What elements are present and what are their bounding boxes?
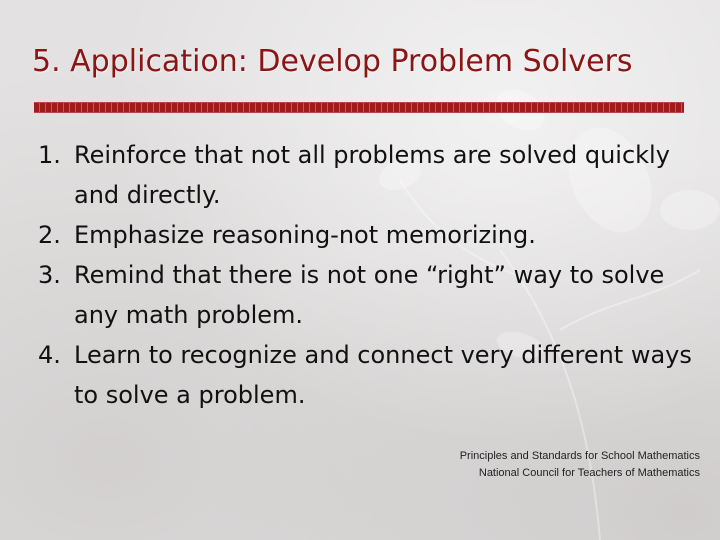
list-item (38, 335, 698, 415)
slide-title: 5. Application: Develop Problem Solvers (32, 44, 633, 79)
list-number: 4. (38, 341, 61, 369)
point-list (38, 135, 698, 415)
list-item (38, 135, 698, 215)
source-citation (460, 448, 700, 482)
list-text: Learn to recognize and connect very different ways to solve a problem. (74, 341, 692, 409)
list-number: 2. (38, 221, 61, 249)
list-item (38, 255, 698, 335)
list-number: 3. (38, 261, 61, 289)
source-line-1: Principles and Standards for School Mathematics (459, 450, 700, 462)
list-text: Emphasize reasoning-not memorizing. (74, 221, 536, 249)
title-divider (34, 102, 684, 113)
source-line-2: National Council for Teachers of Mathematics (478, 467, 700, 479)
list-text: Reinforce that not all problems are solved quickly and directly. (74, 141, 670, 209)
list-item (38, 215, 698, 255)
list-text: Remind that there is not one “right” way to solve any math problem. (74, 261, 665, 329)
list-number: 1. (38, 141, 61, 169)
